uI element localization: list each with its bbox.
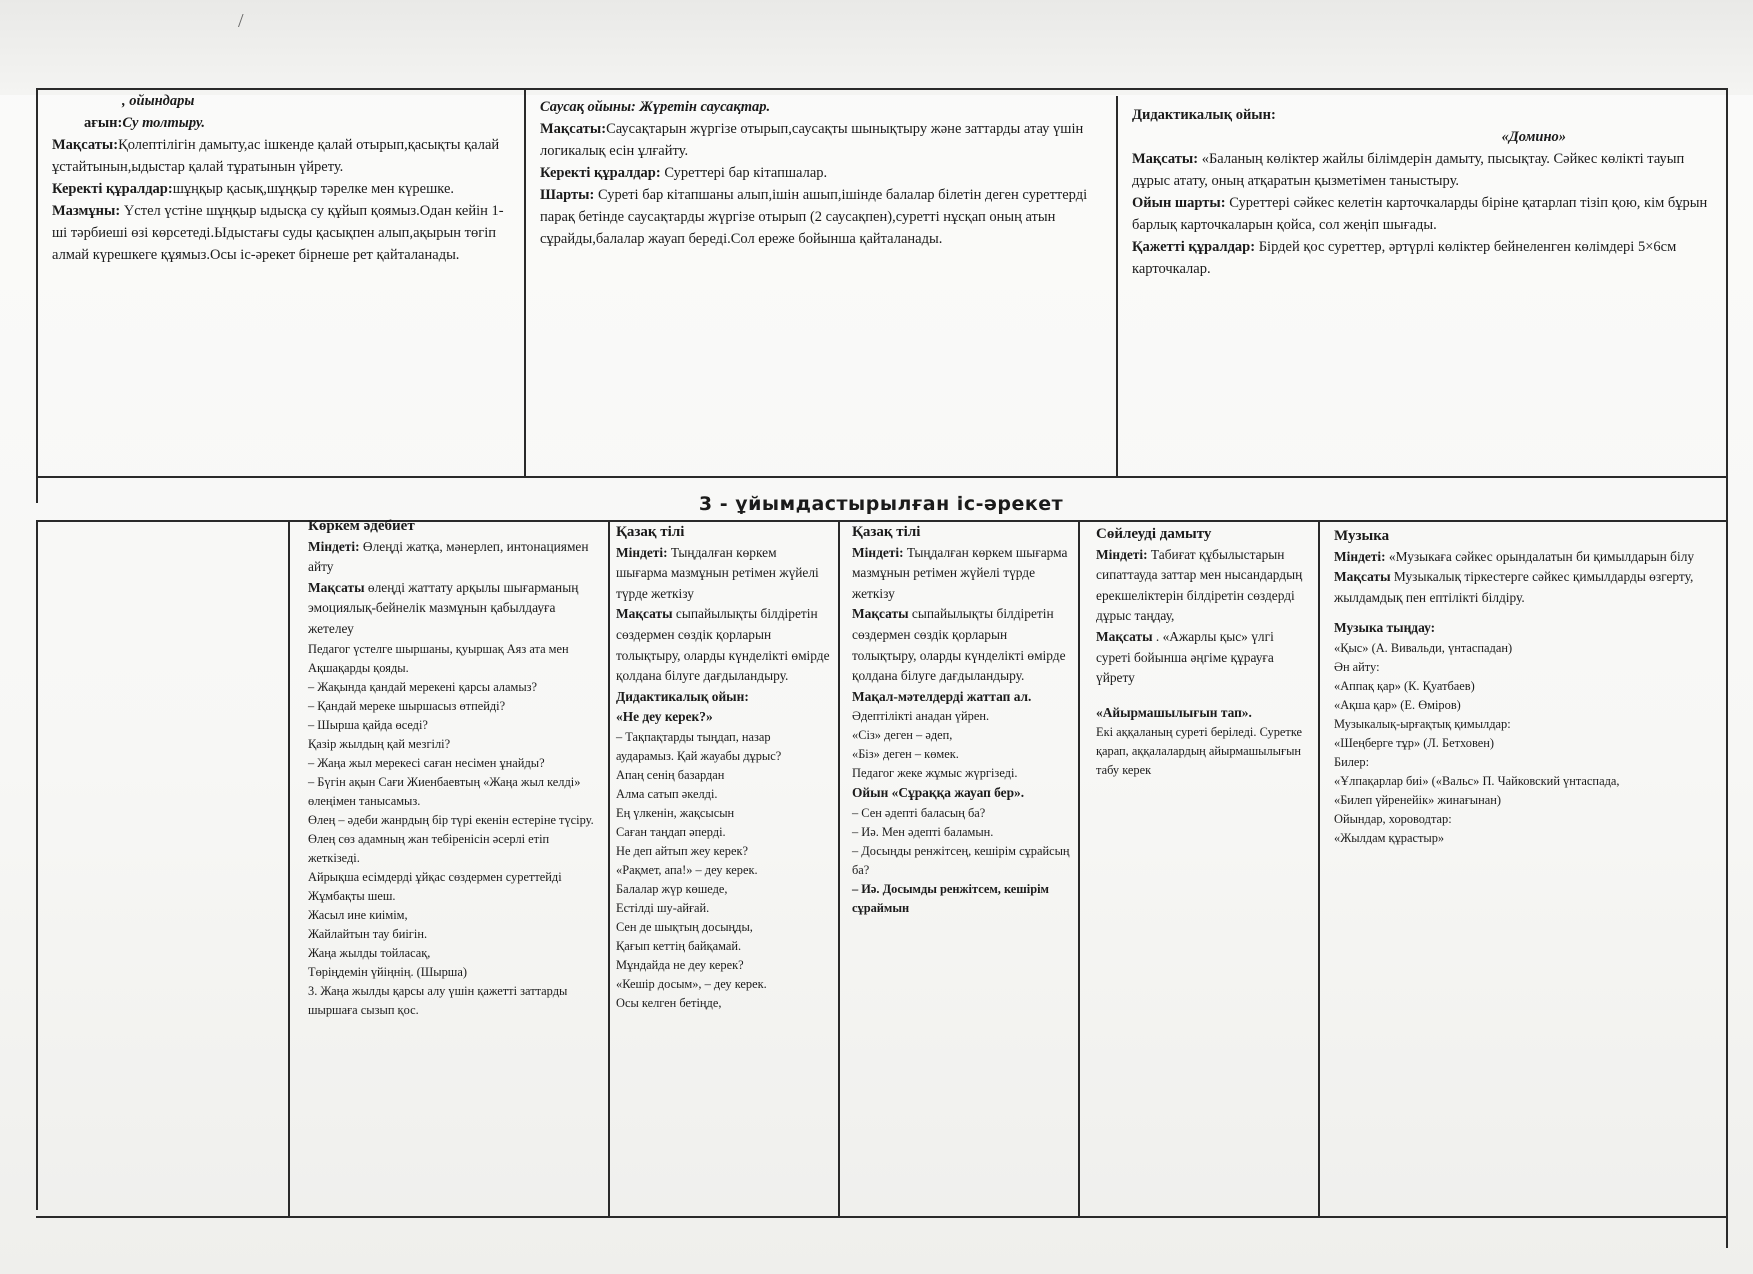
answer-line: – Иә. Досымды ренжітсем, кешірім сұраймын: [852, 881, 1049, 915]
answer-line: – Досыңды ренжітсең, кешірім сұрайсың ба?: [852, 843, 1070, 877]
text-line: «Сіз» деген – әдеп,: [852, 728, 953, 743]
top-table-bottom-border: [36, 476, 1728, 478]
goal-text: өлеңді жаттату арқылы шығарманың эмоциялық-бейнелік мазмұнын қабылдауға жетелеу: [308, 579, 579, 636]
text-line: «Ұлпақарлар биі» («Вальс» П. Чайковский үнтаспада,: [1334, 773, 1620, 788]
task-label: Міндеті:: [1096, 546, 1148, 562]
condition-label: Ойын шарты:: [1132, 195, 1226, 211]
text-line: Не деп айтып жеу керек?: [616, 843, 748, 858]
goal-label: Мақсаты: [1334, 569, 1391, 585]
bottom-col-divider-5: [1318, 520, 1320, 1218]
text-line: Педагог үстелге шыршаны, қуыршақ Аяз ата мен Ақшақарды қояды.: [308, 641, 569, 675]
col-speech: [1096, 524, 1310, 780]
bottom-col-divider-3: [838, 520, 840, 1218]
goal-text: Қолептілігін дамыту,ас ішкенде қалай отырып,қасықты қалай ұстайтынын,ыдыстар қалай тұратынын үйрету.: [52, 137, 500, 175]
text-line: 3. Жаңа жылды қарсы алу үшін қажетті заттарды шыршаға сызып қос.: [308, 983, 568, 1017]
game-label: Дидактикалық ойын:: [616, 688, 749, 704]
task-text: Тыңдалған көркем шығарма мазмұнын ретімен жүйелі түрде жеткізу: [616, 544, 819, 601]
text-line: «Кешір досым», – деу керек.: [616, 976, 767, 991]
proverb-label: Мақал-мәтелдерді жаттап ал.: [852, 688, 1032, 704]
text-line: Жасыл ине киімім,: [308, 907, 408, 922]
game-title: «Айырмашылығын тап».: [1096, 704, 1252, 720]
goal-text: Музыкалық тіркестерге сәйкес қимылдарды өзгерту, жылдамдық пен ептілікті білдіру.: [1334, 569, 1694, 605]
col-head: Музыка: [1334, 528, 1390, 544]
game-type-label: Саусақ ойыны:: [540, 99, 636, 115]
text-line: Билер:: [1334, 754, 1370, 769]
text-line: – Шырша қайда өседі?: [308, 717, 428, 732]
text-line: «Жылдам құрастыр»: [1334, 830, 1445, 845]
text-line: «Қыс» (А. Вивальди, үнтаспадан): [1334, 640, 1513, 655]
text-line: – Жаңа жыл мерекесі саған несімен ұнайды?: [308, 755, 545, 770]
tools-text: шұңқыр қасық,шұңқыр тәрелке мен күрешке.: [172, 181, 455, 197]
goal-text: «Баланың көліктер жайлы білімдерін дамыту, пысықтау. Сәйкес көлікті тауып дұрыс атату, оның атқаратын қызметімен таныстыру.: [1132, 151, 1685, 189]
top-cell-water: [52, 90, 514, 266]
top-cell-fingers: [540, 96, 1106, 250]
goal-label: Мақсаты:: [540, 121, 607, 137]
text-line: – Бүгін ақын Сағи Жиенбаевтың «Жаңа жыл келді» өлеңімен танысамыз.: [308, 774, 581, 808]
tools-text: Суреттері бар кітапшалар.: [664, 165, 828, 181]
text-line: – Қандай мереке шыршасыз өтпейді?: [308, 698, 506, 713]
col-head: Қазақ тілі: [852, 524, 921, 540]
text-line: Алма сатып әкелді.: [616, 786, 718, 801]
task-label: Міндеті:: [616, 544, 668, 560]
task-text: Өлеңді жатқа, мәнерлеп, интонациямен айту: [308, 538, 589, 575]
scan-shadow-strip: [0, 0, 1753, 95]
task-label: Міндеті:: [308, 538, 360, 554]
condition-text: Суреті бар кітапшаны алып,ішін ашып,ішінде балалар білетін деген суреттерді парақ бетінде саусақтарды жүргізе отырып (2 саусақпен),суретті нұсқап оның атын сұрайды,балалар жауап береді.Сол ереже бойынша қайталанады.: [540, 187, 1088, 247]
goal-label: Мақсаты: [852, 606, 909, 622]
tools-label: Керекті құралдар:: [52, 181, 173, 197]
text-line: Естілді шу-айғай.: [616, 900, 710, 915]
goal-label: Мақсаты: [1096, 628, 1153, 644]
col-head: Қазақ тілі: [616, 524, 685, 540]
goal-label: Мақсаты: [308, 579, 365, 595]
text-line: Сен де шықтың досыңды,: [616, 919, 753, 934]
col-literature: [308, 516, 600, 1020]
task-text: Тыңдалған көркем шығарма мазмұнын ретімен жүйелі түрде жеткізу: [852, 544, 1068, 601]
game-title: «Не деу керек?»: [616, 709, 713, 725]
top-cell-domino: [1132, 104, 1716, 280]
goal-text: сыпайылықты білдіретін сөздермен сөздік қорларын толықтыру, оларды күнделікті өмірде қолдана білуге дағдыландыру.: [852, 606, 1066, 684]
top-col-divider-2: [1116, 96, 1118, 478]
game-title: Жүретін саусақтар.: [639, 99, 771, 115]
text-line: «Билеп үйренейік» жинағынан): [1334, 792, 1502, 807]
game-text: Екі аққаланың суреті беріледі. Суретке қарап, аққалалардың айырмашылығын табу керек: [1096, 725, 1303, 778]
section-title: 3 - ұйымдастырылған іс-әрекет: [698, 493, 1064, 515]
top-table-left-border: [36, 88, 38, 503]
text-line: «Рақмет, апа!» – деу керек.: [616, 862, 758, 877]
task-label: Міндеті:: [852, 544, 904, 560]
text-line: Қағып кеттің байқамай.: [616, 938, 742, 953]
task-text: Табиғат құбылыстарын сипаттауда заттар мен нысандардың ерекшеліктерін білдіретін сөздерді дұрыс таңдау,: [1096, 546, 1303, 624]
text-line: – Тақпақтарды тыңдап, назар аударамыз. Қай жауабы дұрыс?: [616, 729, 782, 763]
text-line: Әдептілікті анадан үйрен.: [852, 709, 990, 724]
text-line: Жұмбақты шеш.: [308, 888, 396, 903]
text-line: Осы келген бетіңде,: [616, 995, 722, 1010]
game-title: «Домино»: [1501, 129, 1566, 145]
col-music: [1334, 526, 1720, 848]
text-line: Апаң сенің базардан: [616, 767, 725, 782]
col-head: Көркем әдебиет: [308, 518, 415, 534]
text-line: Жаңа жылды тойласақ,: [308, 945, 431, 960]
bottom-col-divider-4: [1078, 520, 1080, 1218]
game-title: Су толтыру.: [122, 115, 206, 131]
answer-line: – Сен әдепті баласың ба?: [852, 805, 986, 820]
condition-label: Шарты:: [540, 187, 595, 203]
text-line: Балалар жүр көшеде,: [616, 881, 728, 896]
text-line: «Шеңберге тұр» (Л. Бетховен): [1334, 735, 1494, 750]
game-label: Ойын «Сұраққа жауап бер».: [852, 785, 1025, 801]
game-type-title: Дидактикалық ойын:: [1132, 107, 1276, 123]
top-col-divider-1: [524, 88, 526, 478]
tools-label: Қажетті құралдар:: [1132, 239, 1256, 255]
text-line: «Аппақ қар» (К. Қуатбаев): [1334, 678, 1475, 693]
goal-label: Мақсаты:: [1132, 151, 1199, 167]
text-line: Педагог жеке жұмыс жүргізеді.: [852, 766, 1018, 781]
content-text: Үстел үстіне шұңқыр ыдысқа су құйып қоямыз.Одан кейін 1-ші тәрбиеші өзі көрсетеді.Ыдыстағы суды қасықпен алып,ақырын төгіп алмай күрешкеге құямыз.Осы іс-әрекет бірнеше рет қайталанады.: [52, 203, 504, 263]
condition-text: Суреттері сәйкес келетін карточкаларды біріне қатарлап тізіп қою, кім бұрын барлық карточкаларын қойса, сол жеңіп шығады.: [1132, 195, 1708, 233]
listen-label: Музыка тыңдау:: [1334, 620, 1436, 636]
text-line: Ойындар, хороводтар:: [1334, 811, 1452, 826]
goal-label: Мақсаты: [616, 606, 673, 622]
bottom-col-divider-1: [288, 520, 290, 1218]
text-line: Музыкалық-ырғақтық қимылдар:: [1334, 716, 1511, 731]
cell-heading: , ойындары: [122, 93, 195, 109]
tools-label: Керекті құралдар:: [540, 165, 661, 181]
text-line: Айрықша есімдерді ұйқас сөздермен суреттейді: [308, 869, 562, 884]
text-line: «Біз» деген – көмек.: [852, 747, 959, 762]
tools-text: Бірдей қос суреттер, әртүрлі көліктер бейнеленген көлімдері 5×6см карточкалар.: [1132, 239, 1677, 277]
goal-label: Мақсаты:: [52, 137, 119, 153]
col-head: Сөйлеуді дамыту: [1096, 526, 1212, 542]
text-line: «Ақша қар» (Е. Өміров): [1334, 697, 1461, 712]
text-line: Мұндайда не деу керек?: [616, 957, 744, 972]
bottom-col-divider-2: [608, 520, 610, 1218]
title-label: ағын:: [84, 115, 123, 131]
answer-line: – Иә. Мен әдепті баламын.: [852, 824, 994, 839]
task-label: Міндеті:: [1334, 548, 1386, 564]
col-kazakh-2: [852, 522, 1070, 918]
text-line: Төріңдемін үйіңнің. (Шырша): [308, 964, 467, 979]
text-line: Өлең – әдеби жанрдың бір түрі екенін естеріне түсіру. Өлең сөз адамның жан тебіренісін әсерлі етіп жеткізеді.: [308, 812, 594, 865]
goal-text: . «Ажарлы қыс» үлгі суреті бойынша әңгіме құрауға үйрету: [1096, 628, 1274, 686]
text-line: – Жақында қандай мерекені қарсы аламыз?: [308, 679, 538, 694]
text-line: Қазір жылдың қай мезгілі?: [308, 736, 451, 751]
content-label: Мазмұны:: [52, 203, 121, 219]
bottom-left-border: [36, 520, 38, 1210]
col-kazakh-1: [616, 522, 830, 1013]
pen-mark: /: [238, 10, 244, 32]
text-line: Жайлайтын тау биігін.: [308, 926, 428, 941]
text-line: Саған таңдап әперді.: [616, 824, 726, 839]
text-line: Ән айту:: [1334, 659, 1380, 674]
text-line: Ең үлкенін, жақсысын: [616, 805, 735, 820]
top-table-right-border: [1726, 88, 1728, 1248]
goal-text: Саусақтарын жүргізе отырып,саусақты шынықтыру және заттарды атау үшін логикалық есін ұлғайту.: [540, 121, 1084, 159]
task-text: «Музыкаға сәйкес орындалатын би қимылдарын білу: [1388, 548, 1695, 564]
goal-text: сыпайылықты білдіретін сөздермен сөздік қорларын толықтыру, оларды күнделікті өмірде қолдана білуге дағдыландыру.: [616, 606, 830, 684]
